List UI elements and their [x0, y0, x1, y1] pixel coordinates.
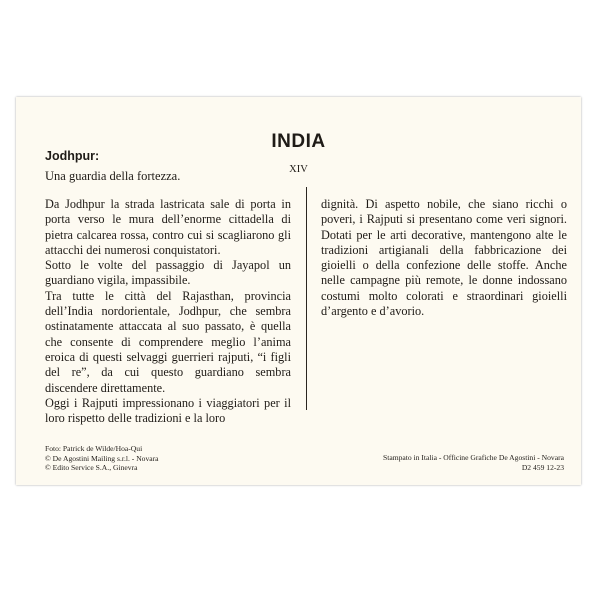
- subject-heading: Jodhpur:: [45, 149, 100, 163]
- credit-line: Foto: Patrick de Wilde/Hoa-Qui: [45, 444, 143, 453]
- column-divider: [306, 187, 307, 410]
- right-text-column: [321, 197, 567, 319]
- paragraph: Da Jodhpur la strada lastricata sale di porta in porta verso le mura dell’enorme cittadella di pietra calcarea rossa, contro cui si scagliarono gli attacchi dei numerosi conquistatori.: [45, 197, 291, 257]
- paragraph: Sotto le volte del passaggio di Jayapol un guardiano vigila, impassibile.: [45, 258, 291, 288]
- imprint-line: Stampato in Italia - Officine Grafiche De Agostini - Novara: [383, 453, 564, 462]
- credit-line: © Edito Service S.A., Ginevra: [45, 463, 138, 473]
- card-title: INDIA: [271, 131, 326, 152]
- paragraph: Tra tutte le città del Rajasthan, provincia dell’India nordorientale, Jodhpur, che sembra ostinatamente attaccata al suo passato, è quella che consente di comprendere meglio l’anima eroica di questi selvaggi guerrieri rajputi, “i figli del re”, da cui questo guardiano sembra discendere direttamente.: [45, 288, 291, 395]
- card-number: XIV: [289, 164, 308, 175]
- paragraph: Oggi i Rajputi impressionano i viaggiatori per il loro rispetto delle tradizioni e la loro: [45, 395, 291, 426]
- imprint-code: D2 459 12-23: [521, 462, 564, 472]
- credit-line: © De Agostini Mailing s.r.l. - Novara: [45, 453, 159, 463]
- left-text-column: [45, 197, 291, 426]
- postcard-back: [16, 97, 581, 485]
- photo-caption: Una guardia della fortezza.: [45, 169, 181, 183]
- photo-credits: [45, 444, 159, 473]
- printer-imprint: [383, 453, 564, 472]
- paragraph: dignità. Di aspetto nobile, che siano ricchi o poveri, i Rajputi si presentano come veri signori. Dotati per le arti decorative, mantengono alte le tradizioni artigianali della fabbricazione dei gioielli o della confezione delle stoffe. Anche nelle campagne più remote, le donne indossano costumi molto colorati e straordinari gioielli d’argento e d’avorio.: [321, 197, 567, 319]
